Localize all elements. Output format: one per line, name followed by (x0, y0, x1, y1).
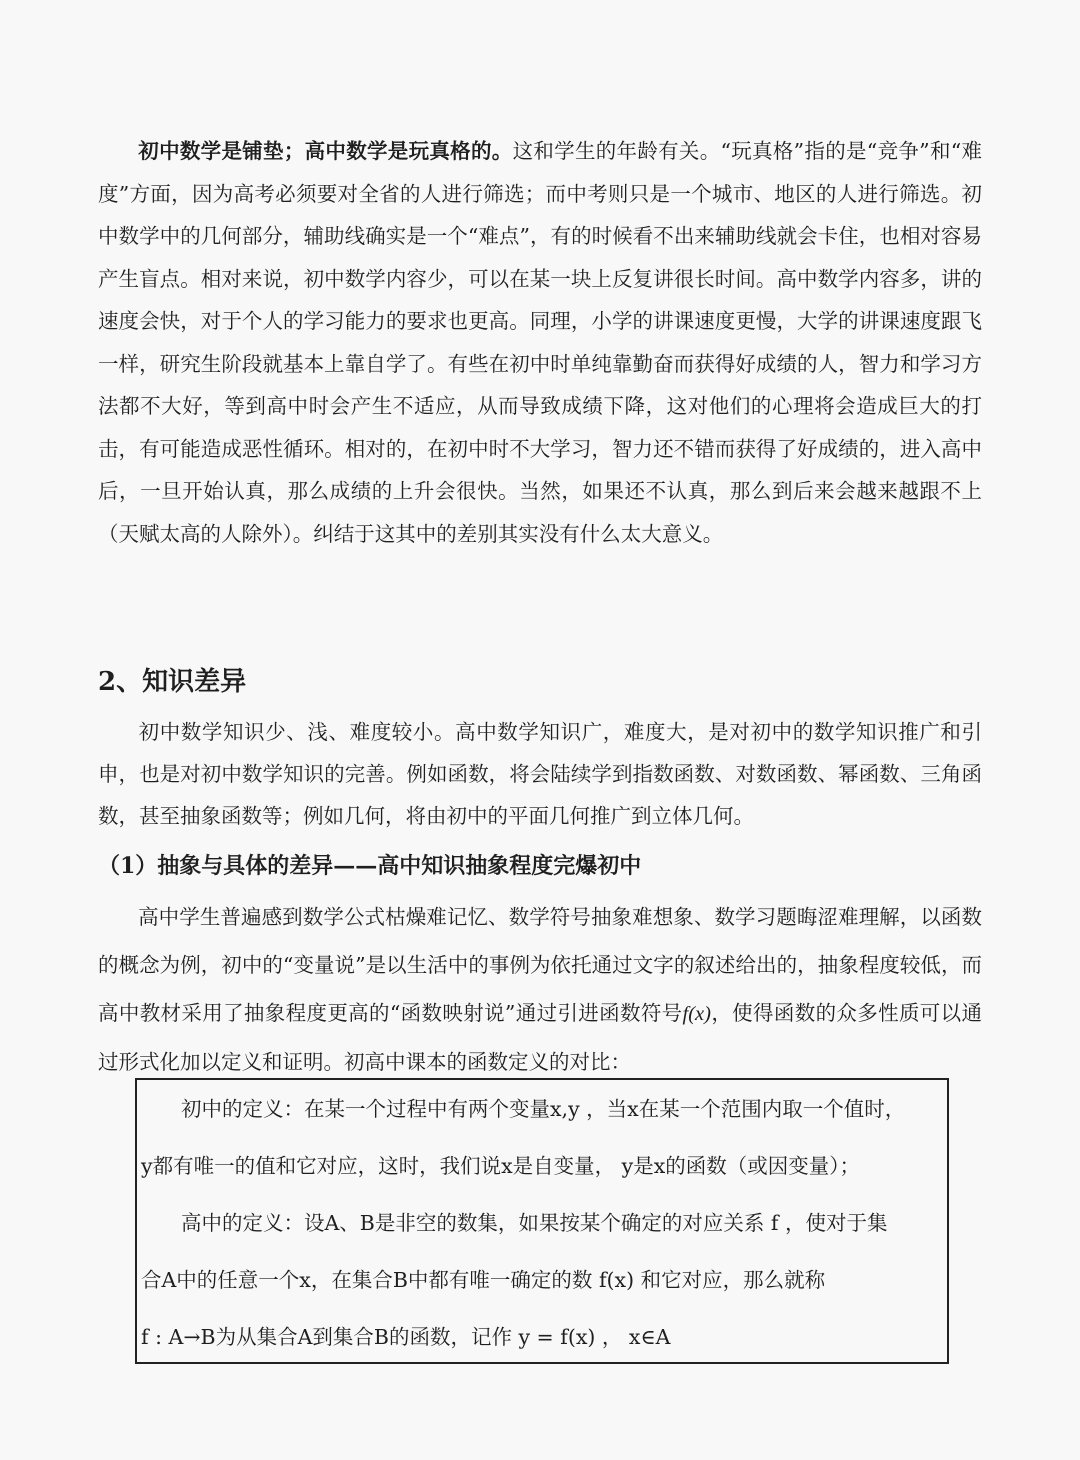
section-title: 2、知识差异 (98, 667, 247, 697)
paragraph-abstraction-text-after: ，使得函数的众多性质可以通过形式化加以定义和证明。初高中课本的函数定义的对比： (98, 1001, 982, 1074)
paragraph-abstraction-text-before: 高中学生普遍感到数学公式枯燥难记忆、数学符号抽象难想象、数学习题晦涩难理解，以函数的概念为例，初中的“变量说”是以生活中的事例为依托通过文字的叙述给出的，抽象程度较低，而高中教材采用了抽象程度更高的“函数映射说”通过引进函数符号 (98, 905, 982, 1025)
bold-lead-sentence: 初中数学是铺垫；高中数学是玩真格的。 (138, 139, 513, 163)
subsection-title: （1）抽象与具体的差异——高中知识抽象程度完爆初中 (98, 853, 642, 879)
senior-definition-line-1: 高中的定义：设A、B是非空的数集，如果按某个确定的对应关系 f ，使对于集 (181, 1211, 888, 1235)
paragraph-intro (98, 130, 982, 555)
junior-definition-line-1: 初中的定义：在某一个过程中有两个变量x,y ，当x在某一个范围内取一个值时， (181, 1097, 906, 1121)
senior-definition-line-3: f : A→B为从集合A到集合B的函数，记作 y = f(x) ， x∈A (141, 1325, 671, 1349)
paragraph-intro-text: 这和学生的年龄有关。“玩真格”指的是“竞争”和“难度”方面，因为高考必须要对全省的人进行筛选；而中考则只是一个城市、地区的人进行筛选。初中数学中的几何部分，辅助线确实是一个“难点”，有的时候看不出来辅助线就会卡住，也相对容易产生盲点。相对来说，初中数学内容少，可以在某一块上反复讲很长时间。高中数学内容多，讲的速度会快，对于个人的学习能力的要求也更高。同理，小学的讲课速度更慢，大学的讲课速度跟飞一样，研究生阶段就基本上靠自学了。有些在初中时单纯靠勤奋而获得好成绩的人，智力和学习方法都不大好，等到高中时会产生不适应，从而导致成绩下降，这对他们的心理将会造成巨大的打击，有可能造成恶性循环。相对的，在初中时不大学习，智力还不错而获得了好成绩的，进入高中后，一旦开始认真，那么成绩的上升会很快。当然，如果还不认真，那么到后来会越来越跟不上（天赋太高的人除外）。纠结于这其中的差别其实没有什么太大意义。 (98, 139, 983, 546)
paragraph-knowledge-difference (98, 711, 982, 837)
junior-definition-line-2: y都有唯一的值和它对应，这时，我们说x是自变量， y是x的函数（或因变量）； (141, 1154, 861, 1178)
paragraph-knowledge-text: 初中数学知识少、浅、难度较小。高中数学知识广，难度大，是对初中的数学知识推广和引申，也是对初中数学知识的完善。例如函数，将会陆续学到指数函数、对数函数、幂函数、三角函数，甚至抽象函数等；例如几何，将由初中的平面几何推广到立体几何。 (98, 720, 982, 828)
definition-comparison-box (135, 1078, 949, 1364)
paragraph-abstraction (98, 893, 982, 1086)
senior-definition-line-2: 合A中的任意一个x，在集合B中都有唯一确定的数 f(x) 和它对应，那么就称 (141, 1268, 826, 1292)
function-notation: f(x) (682, 1003, 711, 1025)
